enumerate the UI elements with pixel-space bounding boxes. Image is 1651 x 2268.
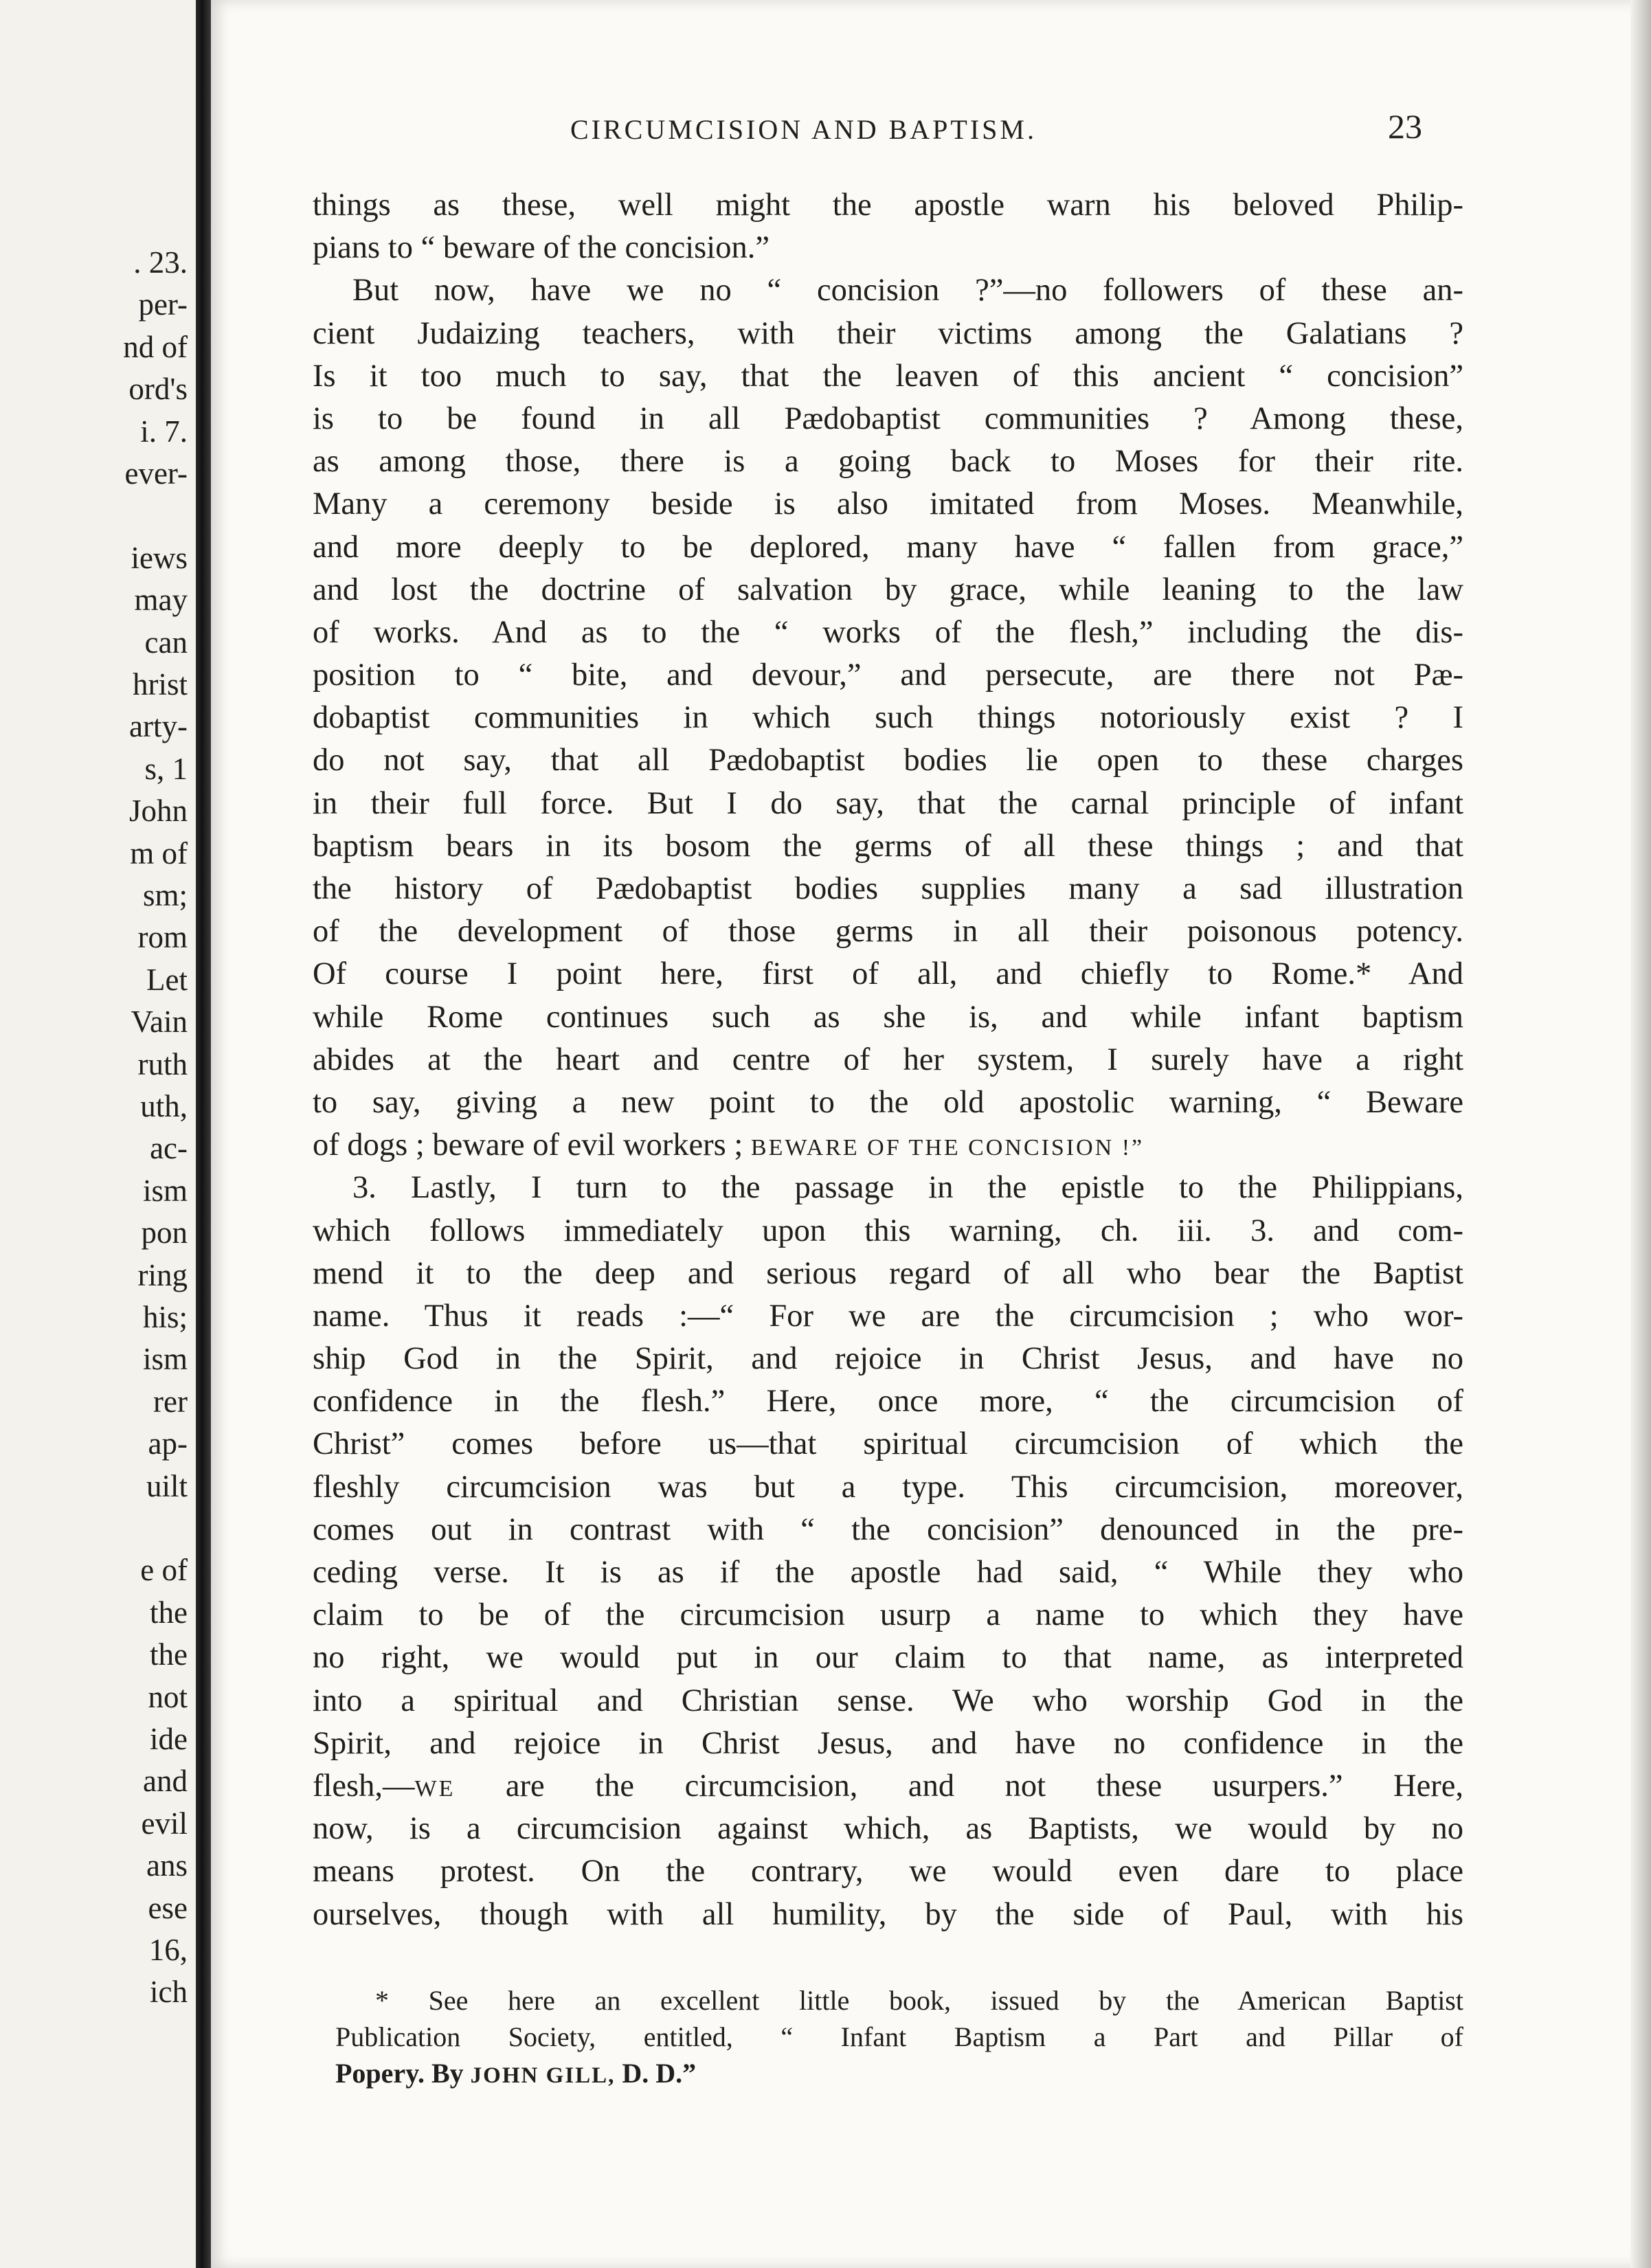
facing-page-fragment-line: . 23. bbox=[133, 245, 188, 280]
footnote-line bbox=[335, 2055, 1463, 2091]
facing-page-fragment-line: uilt bbox=[146, 1468, 188, 1503]
text-line: pians to “ beware of the concision.” bbox=[313, 230, 770, 266]
facing-page-fragment-line: not bbox=[148, 1679, 188, 1714]
facing-page-fragment-line: ap- bbox=[148, 1426, 188, 1461]
facing-page-fragment-line: Let bbox=[146, 962, 188, 997]
text-line: do not say, that all Pædobaptist bodies lie open to these charges bbox=[313, 743, 1463, 778]
text-line: ourselves, though with all humility, by the side of Paul, with his bbox=[313, 1896, 1463, 1932]
running-head: CIRCUMCISION AND BAPTISM. bbox=[570, 114, 1037, 145]
text-line bbox=[313, 1765, 1463, 1808]
facing-page-fragment-line: rer bbox=[153, 1384, 188, 1419]
text-line: mend it to the deep and serious regard of all who bear the Baptist bbox=[313, 1255, 1463, 1291]
facing-page-fragment-line: ans bbox=[146, 1848, 188, 1883]
text-segment: of dogs ; beware of evil workers ; bbox=[313, 1127, 743, 1163]
book-gutter bbox=[196, 0, 211, 2268]
facing-page-fragment-line: and bbox=[143, 1764, 188, 1799]
text-line: as among those, there is a going back to Moses for their rite. bbox=[313, 444, 1463, 480]
text-line: position to “ bite, and devour,” and persecute, are there not Pæ- bbox=[313, 658, 1463, 693]
facing-page-fragment-line: i. 7. bbox=[140, 414, 188, 449]
facing-page-fragment-line: may bbox=[134, 583, 188, 618]
text-line: claim to be of the circumcision usurp a name to which they have bbox=[313, 1597, 1463, 1633]
facing-page-fragment-line: ism bbox=[142, 1342, 188, 1377]
text-line: fleshly circumcision was but a type. This circumcision, moreover, bbox=[313, 1469, 1463, 1505]
facing-page-fragment-line: ac- bbox=[150, 1131, 188, 1166]
facing-page-fragment-line: per- bbox=[138, 287, 188, 322]
text-line: is to be found in all Pædobaptist communities ? Among these, bbox=[313, 401, 1463, 436]
facing-page-fragment-line: Vain bbox=[131, 1004, 188, 1040]
footnote-segment: Popery. By bbox=[335, 2058, 471, 2089]
text-line: and more deeply to be deplored, many have “ fallen from grace,” bbox=[313, 529, 1463, 565]
facing-page-fragment-line: m of bbox=[130, 835, 188, 871]
text-line: comes out in contrast with “ the concision” denounced in the pre- bbox=[313, 1512, 1463, 1547]
text-segment: are the circumcision, and not these usurpers.” Here, bbox=[455, 1768, 1463, 1804]
facing-page-fragment-line: arty- bbox=[129, 709, 188, 744]
text-line: means protest. On the contrary, we would even dare to place bbox=[313, 1854, 1463, 1889]
small-caps-phrase: BEWARE OF THE CONCISION !” bbox=[750, 1135, 1145, 1161]
text-line: no right, we would put in our claim to that name, as interpreted bbox=[313, 1640, 1463, 1676]
facing-page-fragment-line: nd of bbox=[123, 329, 188, 364]
facing-page-fragment-line: the bbox=[150, 1595, 188, 1630]
facing-page-fragment-line: sm; bbox=[142, 878, 188, 912]
text-line: 3. Lastly, I turn to the passage in the epistle to the Philippians, bbox=[352, 1170, 1463, 1206]
facing-page-fragment-line: e of bbox=[140, 1553, 188, 1588]
facing-page-fragment-line: ring bbox=[137, 1257, 188, 1292]
facing-page-fragment-line: ever- bbox=[124, 456, 188, 491]
facing-page-fragment-line: the bbox=[150, 1637, 188, 1672]
text-line: confidence in the flesh.” Here, once more, “ the circumcision of bbox=[313, 1384, 1463, 1419]
facing-page-fragment-line: hrist bbox=[132, 667, 188, 701]
text-line: to say, giving a new point to the old apostolic warning, “ Beware bbox=[313, 1084, 1463, 1120]
facing-page-fragment-line: his; bbox=[142, 1300, 188, 1334]
facing-page-fragment-line: ruth bbox=[137, 1046, 188, 1081]
text-line: dobaptist communities in which such things notoriously exist ? I bbox=[313, 700, 1463, 736]
text-line: the history of Pædobaptist bodies supplies many a sad illustration bbox=[313, 871, 1463, 906]
text-line: cient Judaizing teachers, with their victims among the Galatians ? bbox=[313, 315, 1463, 351]
facing-page-fragment-line: iews bbox=[131, 540, 188, 575]
facing-page-fragment-line: John bbox=[128, 794, 188, 829]
footnote-segment: D. D.” bbox=[615, 2058, 697, 2089]
facing-page-fragment-line: ord's bbox=[128, 372, 188, 407]
text-line: things as these, well might the apostle warn his beloved Philip- bbox=[313, 188, 1463, 223]
text-line: name. Thus it reads :—“ For we are the circumcision ; who wor- bbox=[313, 1298, 1463, 1334]
facing-page-fragment-line: ich bbox=[150, 1975, 188, 2010]
text-line: of works. And as to the “ works of the flesh,” including the dis- bbox=[313, 614, 1463, 650]
text-line: into a spiritual and Christian sense. We who worship God in the bbox=[313, 1683, 1463, 1718]
text-line: abides at the heart and centre of her system, I surely have a right bbox=[313, 1042, 1463, 1077]
body-text bbox=[313, 184, 1463, 1936]
facing-page-fragment-line: ese bbox=[148, 1890, 188, 1925]
facing-page-fragment-line: ide bbox=[150, 1722, 188, 1756]
facing-page-fragment-line: s, 1 bbox=[144, 751, 188, 786]
page-number: 23 bbox=[1388, 107, 1422, 146]
text-line: of the development of those germs in all their poisonous potency. bbox=[313, 914, 1463, 950]
footnote-line: Publication Society, entitled, “ Infant Baptism a Part and Pillar of bbox=[335, 2021, 1463, 2052]
page-edge bbox=[1630, 0, 1651, 2268]
facing-page-fragment-line: ism bbox=[142, 1173, 188, 1208]
text-line: in their full force. But I do say, that the carnal principle of infant bbox=[313, 785, 1463, 821]
facing-page-fragment-line: evil bbox=[141, 1806, 188, 1841]
text-line: while Rome continues such as she is, and while infant baptism bbox=[313, 999, 1463, 1035]
text-line: and lost the doctrine of salvation by grace, while leaning to the law bbox=[313, 572, 1463, 607]
small-caps-word: WE bbox=[414, 1775, 456, 1801]
text-line: ship God in the Spirit, and rejoice in Christ Jesus, and have no bbox=[313, 1341, 1463, 1377]
text-line: Many a ceremony beside is also imitated from Moses. Meanwhile, bbox=[313, 486, 1463, 522]
footnote-line: * See here an excellent little book, issued by the American Baptist bbox=[375, 1985, 1463, 2016]
facing-page-fragment-line: uth, bbox=[140, 1089, 188, 1123]
text-line: Is it too much to say, that the leaven of this ancient “ concision” bbox=[313, 358, 1463, 394]
facing-page-fragment-line: rom bbox=[137, 920, 188, 955]
text-line: Spirit, and rejoice in Christ Jesus, and have no confidence in the bbox=[313, 1725, 1463, 1761]
footnote bbox=[335, 1982, 1463, 2091]
facing-page-fragment-line: pon bbox=[141, 1215, 188, 1250]
text-line: But now, have we no “ concision ?”—no followers of these an- bbox=[352, 273, 1463, 308]
text-line: Of course I point here, first of all, and chiefly to Rome.* And bbox=[313, 956, 1463, 992]
facing-page-fragment-line: can bbox=[144, 625, 188, 660]
text-line: Christ” comes before us—that spiritual circumcision of which the bbox=[313, 1426, 1463, 1462]
text-line: now, is a circumcision against which, as Baptists, we would by no bbox=[313, 1811, 1463, 1847]
footnote-author: JOHN GILL, bbox=[470, 2063, 616, 2088]
text-segment: flesh,— bbox=[313, 1768, 415, 1804]
text-line bbox=[313, 1124, 1463, 1167]
text-line: which follows immediately upon this warning, ch. iii. 3. and com- bbox=[313, 1213, 1463, 1248]
facing-page-fragment bbox=[0, 0, 196, 2268]
text-line: ceding verse. It is as if the apostle had said, “ While they who bbox=[313, 1555, 1463, 1590]
text-line: baptism bears in its bosom the germs of all these things ; and that bbox=[313, 828, 1463, 864]
facing-page-fragment-line: 16, bbox=[148, 1933, 188, 1967]
